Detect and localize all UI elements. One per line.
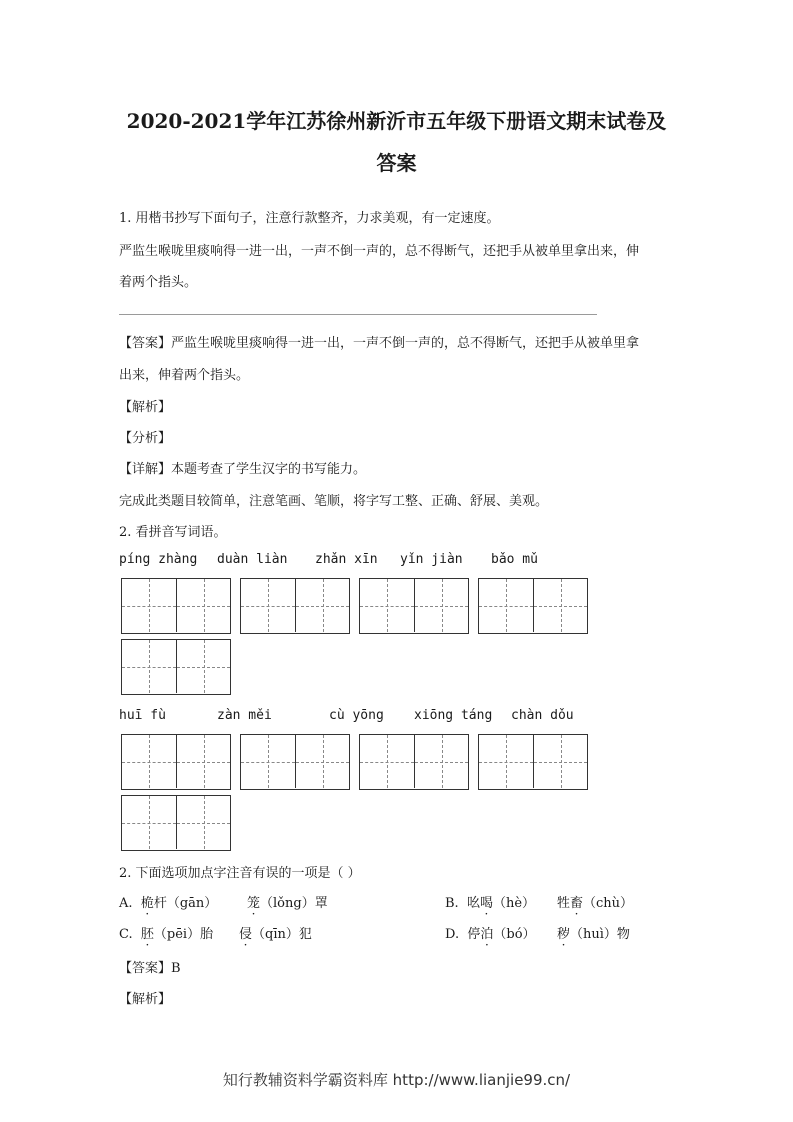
pinyin-item: huī fù: [119, 708, 166, 723]
writing-grid[interactable]: [121, 795, 231, 851]
option-b: B. 吆喝（hè）: [445, 896, 536, 911]
title-line-1: 2020-2021学年江苏徐州新沂市五年级下册语文期末试卷及: [126, 109, 667, 133]
q1-answer-line-2: 出来，伸着两个指头。: [119, 368, 250, 383]
title-line-2: 答案: [376, 151, 417, 175]
writing-grid[interactable]: [240, 734, 350, 790]
option-d: D. 停泊（bó）: [445, 927, 536, 942]
writing-grid[interactable]: [121, 734, 231, 790]
option-b-word-2: 牲畜（chù）: [557, 896, 634, 911]
option-a-word-2: 笼（lǒng）罩: [247, 896, 328, 911]
q1-fenxi: 【分析】: [119, 431, 172, 446]
q1-xiangjie: 【详解】本题考查了学生汉字的书写能力。: [119, 462, 367, 477]
writing-grid[interactable]: [121, 639, 231, 695]
writing-grid[interactable]: [359, 734, 469, 790]
writing-grid[interactable]: [121, 578, 231, 634]
q1-sentence-line-1: 严监生喉咙里痰响得一进一出，一声不倒一声的，总不得断气，还把手从被单里拿出来，伸: [119, 244, 640, 259]
page-title: [100, 100, 693, 184]
q1-prompt: 1. 用楷书抄写下面句子，注意行款整齐，力求美观，有一定速度。: [119, 211, 500, 226]
writing-grid[interactable]: [240, 578, 350, 634]
q1-sentence-line-2: 着两个指头。: [119, 275, 198, 290]
pinyin-item: zhǎn xīn: [315, 552, 378, 567]
pinyin-item: duàn liàn: [217, 552, 288, 567]
option-a: A. 桅杆（gān）: [119, 896, 218, 911]
pinyin-item: píng zhàng: [119, 552, 198, 567]
pinyin-item: cù yōng: [329, 708, 384, 723]
option-d-word-2: 秽（huì）物: [557, 927, 630, 942]
q2-prompt: 2. 看拼音写词语。: [119, 525, 227, 540]
page-footer: 知行教辅资料学霸资料库 http://www.lianjie99.cn/: [222, 1071, 571, 1089]
writing-grid[interactable]: [359, 578, 469, 634]
q1-note: 完成此类题目较简单，注意笔画、笔顺，将字写工整、正确、舒展、美观。: [119, 494, 549, 509]
q3-prompt: 2. 下面选项加点字注音有误的一项是（ ）: [119, 866, 361, 881]
pinyin-item: zàn měi: [217, 708, 272, 723]
writing-grid[interactable]: [478, 578, 588, 634]
option-c-word-2: 侵（qīn）犯: [239, 927, 312, 942]
answer-writing-line: [119, 314, 597, 315]
pinyin-item: bǎo mǔ: [491, 552, 538, 567]
q3-jiexi: 【解析】: [119, 992, 172, 1007]
writing-grid[interactable]: [478, 734, 588, 790]
option-c: C. 胚（pēi）胎: [119, 927, 214, 942]
q3-answer: 【答案】B: [119, 961, 181, 976]
q1-jiexi: 【解析】: [119, 400, 172, 415]
pinyin-item: yǐn jiàn: [400, 552, 463, 567]
pinyin-item: chàn dǒu: [511, 708, 574, 723]
q1-answer-line-1: 【答案】严监生喉咙里痰响得一进一出，一声不倒一声的，总不得断气，还把手从被单里拿: [119, 336, 640, 351]
pinyin-item: xiōng táng: [414, 708, 493, 723]
